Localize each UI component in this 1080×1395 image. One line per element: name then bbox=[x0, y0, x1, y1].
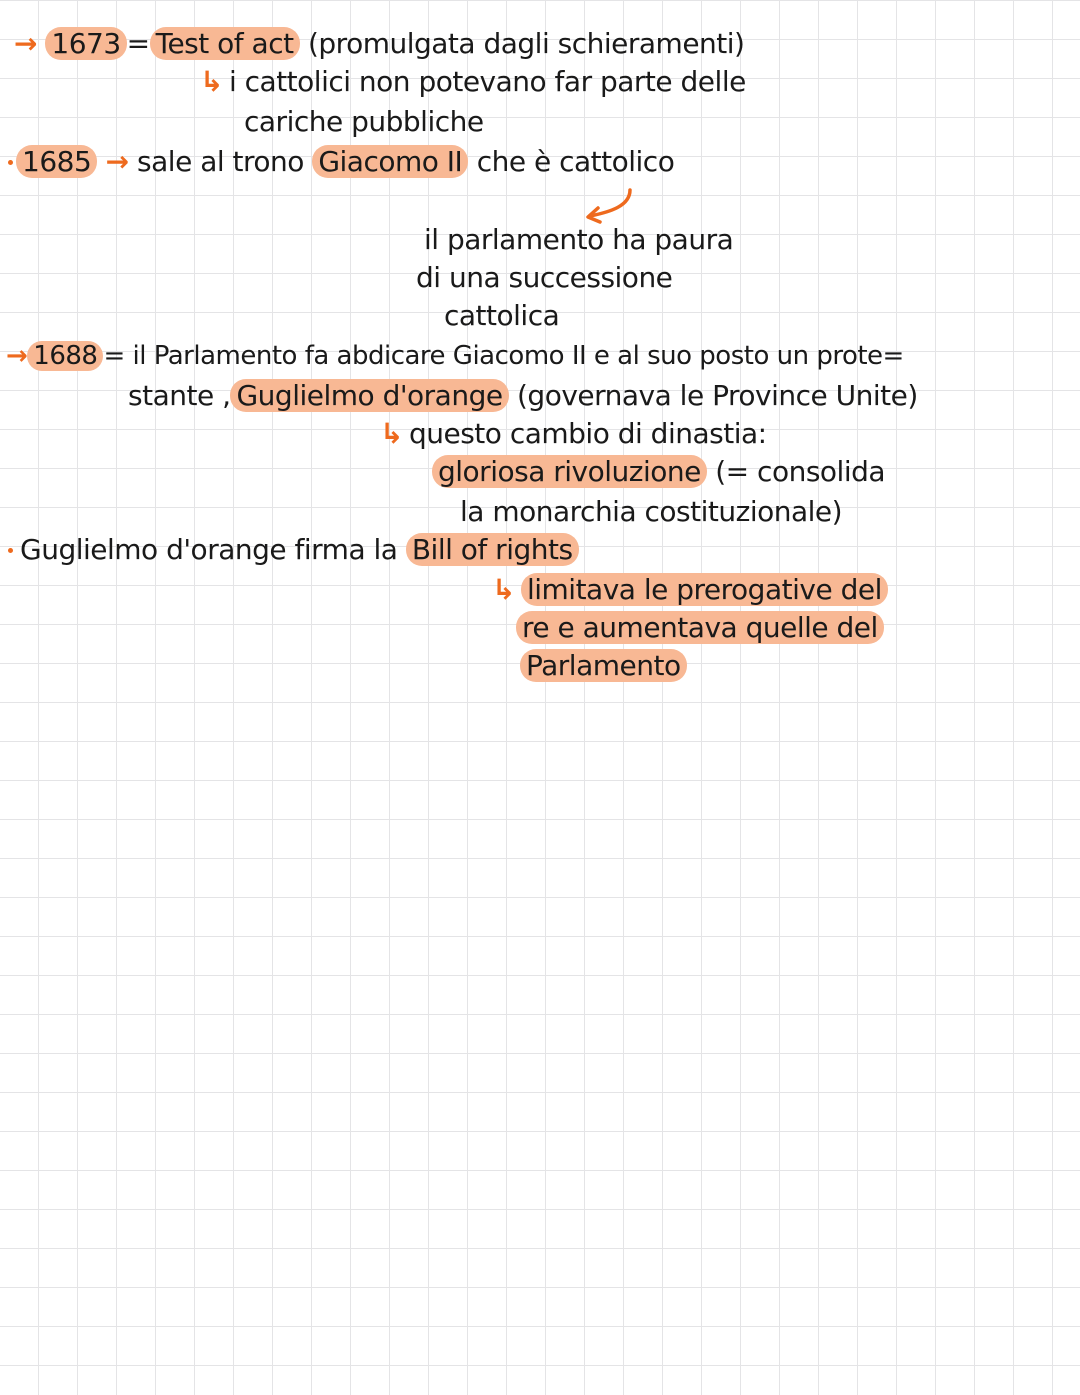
note-text: cattolica bbox=[444, 299, 560, 332]
note-line-parlamento bbox=[520, 648, 687, 684]
highlighted-text: re e aumentava quelle del bbox=[516, 611, 884, 644]
note-line-prerogative bbox=[492, 572, 888, 608]
term-bill-of-rights: Bill of rights bbox=[406, 533, 579, 566]
term-test-of-act: Test of act bbox=[150, 27, 300, 60]
note-line-1673 bbox=[14, 26, 744, 62]
hook-arrow-icon: ↳ bbox=[380, 417, 403, 450]
note-text: sale al trono bbox=[137, 145, 313, 178]
note-line-successione bbox=[416, 260, 672, 296]
note-line-guglielmo bbox=[128, 378, 918, 414]
note-text: Guglielmo d'orange firma la bbox=[20, 533, 406, 566]
note-line-1688 bbox=[6, 338, 904, 374]
note-text: (governava le Province Unite) bbox=[508, 379, 918, 412]
note-line-aumentava bbox=[516, 610, 884, 646]
note-text: questo cambio di dinastia: bbox=[408, 417, 767, 450]
note-line-1685 bbox=[16, 144, 674, 180]
note-text: (promulgata dagli schieramenti) bbox=[299, 27, 745, 60]
note-line-monarchia bbox=[460, 494, 842, 530]
orange-arrow-icon: → bbox=[6, 341, 28, 371]
note-text: stante , bbox=[128, 379, 231, 412]
note-text: che è cattolico bbox=[468, 145, 675, 178]
curved-arrow-icon bbox=[580, 186, 640, 226]
note-line-paura bbox=[424, 222, 733, 258]
bullet-dot-icon bbox=[8, 160, 13, 165]
note-line-cariche bbox=[244, 104, 484, 140]
bullet-dot-icon bbox=[8, 548, 13, 553]
year-1673: 1673 bbox=[45, 27, 126, 60]
note-line-dinastia bbox=[380, 416, 767, 452]
note-text: di una successione bbox=[416, 261, 673, 294]
year-1688: 1688 bbox=[27, 341, 103, 371]
note-line-rivoluzione bbox=[432, 454, 885, 490]
note-line-catholics bbox=[200, 64, 746, 100]
note-text: = il Parlamento fa abdicare Giacomo II e al suo posto un prote= bbox=[103, 341, 904, 371]
term-gloriosa-rivoluzione: gloriosa rivoluzione bbox=[432, 455, 707, 488]
note-line-cattolica bbox=[444, 298, 559, 334]
name-guglielmo-orange: Guglielmo d'orange bbox=[230, 379, 508, 412]
highlighted-text: limitava le prerogative del bbox=[521, 573, 888, 606]
note-text: i cattolici non potevano far parte delle bbox=[228, 65, 746, 98]
note-text: (= consolida bbox=[706, 455, 886, 488]
note-line-bill-of-rights bbox=[20, 532, 579, 568]
note-text: il parlamento ha paura bbox=[424, 223, 734, 256]
hook-arrow-icon: ↳ bbox=[492, 573, 515, 606]
year-1685: 1685 bbox=[16, 145, 97, 178]
note-text: la monarchia costituzionale) bbox=[460, 495, 843, 528]
note-text: cariche pubbliche bbox=[244, 105, 484, 138]
orange-arrow-icon: → bbox=[105, 145, 129, 178]
name-giacomo-ii: Giacomo II bbox=[312, 145, 468, 178]
hook-arrow-icon: ↳ bbox=[200, 65, 223, 98]
equals-sign: = bbox=[126, 27, 150, 60]
highlighted-text: Parlamento bbox=[520, 649, 687, 682]
orange-arrow-icon: → bbox=[14, 27, 37, 60]
